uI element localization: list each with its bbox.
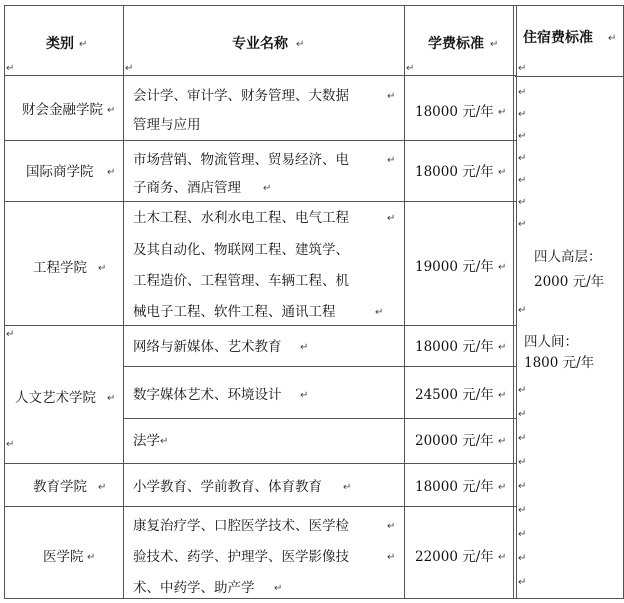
major-line: 及其自动化、物联网工程、建筑学、 [133, 242, 349, 258]
paragraph-mark-icon: ↵ [498, 552, 507, 563]
paragraph-mark-icon: ↵ [498, 436, 507, 447]
paragraph-mark-icon: ↵ [300, 390, 309, 401]
rule [4, 75, 516, 76]
paragraph-mark-icon: ↵ [296, 39, 305, 50]
header-major: 专业名称 [232, 36, 288, 52]
major-line: 网络与新媒体、艺术教育 [133, 339, 282, 355]
paragraph-mark-icon: ↵ [518, 385, 527, 396]
paragraph-mark-icon: ↵ [498, 342, 507, 353]
paragraph-mark-icon: ↵ [518, 197, 527, 208]
paragraph-mark-icon: ↵ [160, 436, 169, 447]
paragraph-mark-icon: ↵ [387, 213, 396, 224]
tuition-value: 20000 元/年 [415, 433, 494, 449]
major-line: 康复治疗学、口腔医学技术、医学检 [133, 518, 349, 534]
rule [4, 5, 5, 599]
header-category: 类别 [46, 36, 74, 52]
paragraph-mark-icon: ↵ [263, 183, 272, 194]
paragraph-mark-icon: ↵ [98, 482, 107, 493]
paragraph-mark-icon: ↵ [518, 433, 527, 444]
rule [4, 5, 624, 6]
major-line: 市场营销、物流管理、贸易经济、电 [133, 152, 349, 168]
paragraph-mark-icon: ↵ [518, 409, 527, 420]
paragraph-mark-icon: ↵ [518, 87, 527, 98]
rule [4, 140, 516, 141]
paragraph-mark-icon: ↵ [518, 153, 527, 164]
tuition-value: 18000 元/年 [415, 339, 494, 355]
dorm-four-room-label: 四人间： [524, 334, 578, 350]
dorm-four-high-value: 2000 元/年 [534, 274, 605, 290]
rule [513, 5, 514, 599]
paragraph-mark-icon: ↵ [518, 175, 527, 186]
rule [4, 598, 624, 599]
paragraph-mark-icon: ↵ [498, 482, 507, 493]
tuition-value: 18000 元/年 [415, 164, 494, 180]
paragraph-mark-icon: ↵ [498, 262, 507, 273]
major-line: 法学 [133, 433, 160, 449]
paragraph-mark-icon: ↵ [518, 63, 527, 74]
rule [516, 5, 517, 599]
tuition-value: 19000 元/年 [415, 259, 494, 275]
college-name: 医学院 [43, 549, 84, 565]
paragraph-mark-icon: ↵ [125, 63, 134, 74]
paragraph-mark-icon: ↵ [498, 390, 507, 401]
college-name: 教育学院 [33, 479, 87, 495]
tuition-value: 24500 元/年 [415, 387, 494, 403]
rule [4, 201, 516, 202]
major-line: 验技术、药学、护理学、医学影像技 [133, 549, 349, 565]
rule [515, 76, 624, 77]
paragraph-mark-icon: ↵ [518, 505, 527, 516]
rule [4, 463, 516, 464]
paragraph-mark-icon: ↵ [6, 439, 15, 450]
paragraph-mark-icon: ↵ [518, 131, 527, 142]
paragraph-mark-icon: ↵ [87, 552, 96, 563]
paragraph-mark-icon: ↵ [406, 63, 415, 74]
major-line: 小学教育、学前教育、体育教育 [133, 479, 322, 495]
major-line: 子商务、酒店管理 [133, 180, 241, 196]
paragraph-mark-icon: ↵ [518, 481, 527, 492]
paragraph-mark-icon: ↵ [387, 91, 396, 102]
header-tuition: 学费标准 [428, 36, 484, 52]
major-line: 数字媒体艺术、环境设计 [133, 387, 282, 403]
paragraph-mark-icon: ↵ [387, 155, 396, 166]
major-line: 工程造价、工程管理、车辆工程、机 [133, 273, 349, 289]
college-name: 财会金融学院 [22, 102, 103, 118]
major-line: 会计学、审计学、财务管理、大数据 [133, 88, 349, 104]
rule [4, 506, 516, 507]
paragraph-mark-icon: ↵ [518, 553, 527, 564]
college-name: 工程学院 [33, 260, 87, 276]
header-dorm: 住宿费标准 [523, 30, 593, 46]
tuition-value: 18000 元/年 [415, 479, 494, 495]
tuition-value: 22000 元/年 [415, 549, 494, 565]
major-line: 术、中药学、助产学 [133, 580, 255, 596]
paragraph-mark-icon: ↵ [518, 457, 527, 468]
paragraph-mark-icon: ↵ [6, 329, 15, 340]
paragraph-mark-icon: ↵ [518, 577, 527, 588]
paragraph-mark-icon: ↵ [375, 307, 384, 318]
major-line: 管理与应用 [133, 117, 201, 133]
paragraph-mark-icon: ↵ [107, 105, 116, 116]
paragraph-mark-icon: ↵ [6, 63, 15, 74]
paragraph-mark-icon: ↵ [107, 167, 116, 178]
major-line: 土木工程、水利水电工程、电气工程 [133, 210, 349, 226]
dorm-four-room-value: 1800 元/年 [524, 355, 595, 371]
tuition-value: 18000 元/年 [415, 104, 494, 120]
college-name: 国际商学院 [26, 164, 94, 180]
rule [4, 325, 516, 326]
paragraph-mark-icon: ↵ [343, 482, 352, 493]
paragraph-mark-icon: ↵ [79, 39, 88, 50]
paragraph-mark-icon: ↵ [518, 529, 527, 540]
paragraph-mark-icon: ↵ [274, 583, 283, 594]
college-name: 人文艺术学院 [15, 390, 96, 406]
paragraph-mark-icon: ↵ [107, 393, 116, 404]
major-line: 械电子工程、软件工程、通讯工程 [133, 304, 336, 320]
rule [123, 5, 124, 599]
rule [123, 418, 516, 419]
rule [123, 366, 516, 367]
paragraph-mark-icon: ↵ [498, 167, 507, 178]
paragraph-mark-icon: ↵ [498, 107, 507, 118]
rule [404, 5, 405, 599]
paragraph-mark-icon: ↵ [518, 109, 527, 120]
paragraph-mark-icon: ↵ [98, 263, 107, 274]
paragraph-mark-icon: ↵ [518, 219, 527, 230]
paragraph-mark-icon: ↵ [518, 305, 527, 316]
paragraph-mark-icon: ↵ [490, 39, 499, 50]
dorm-four-high-label: 四人高层： [534, 249, 602, 265]
paragraph-mark-icon: ↵ [387, 552, 396, 563]
paragraph-mark-icon: ↵ [387, 521, 396, 532]
paragraph-mark-icon: ↵ [608, 33, 617, 44]
paragraph-mark-icon: ↵ [300, 342, 309, 353]
